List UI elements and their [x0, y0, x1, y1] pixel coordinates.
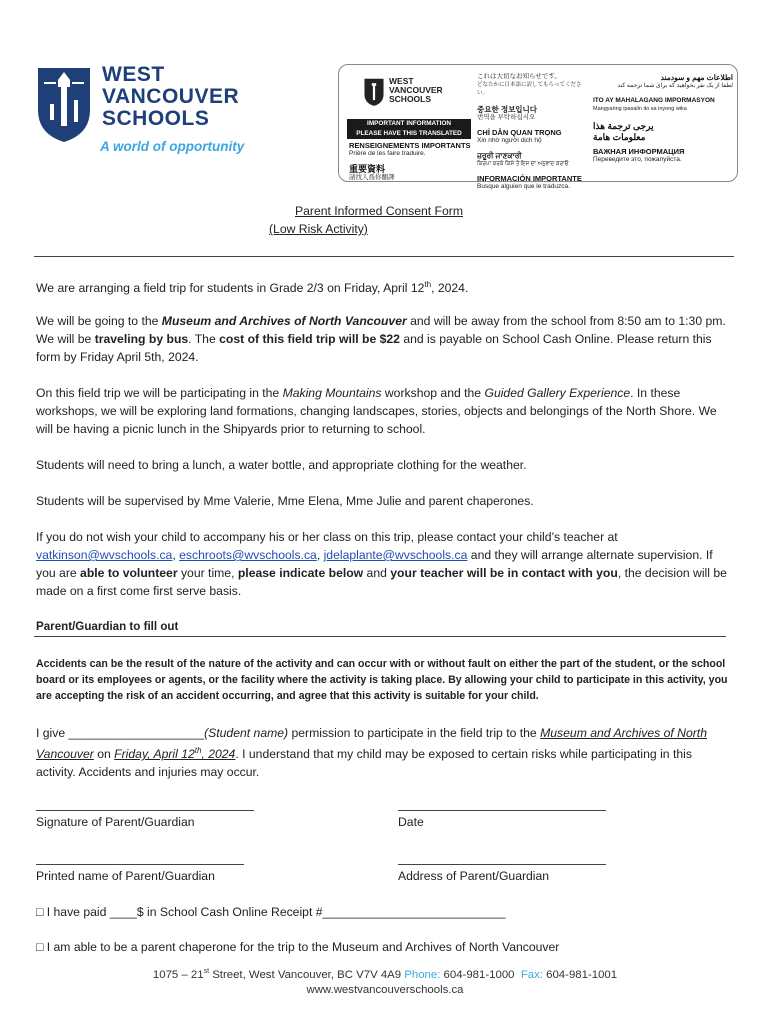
signature-label: Signature of Parent/Guardian: [36, 815, 195, 829]
translation-notice: [338, 64, 738, 190]
notice-banner-line-1: IMPORTANT INFORMATION: [367, 120, 451, 127]
p2-cost: cost of this field trip will be $22: [219, 332, 400, 346]
printed-name-label: Printed name of Parent/Guardian: [36, 869, 215, 883]
p2-museum: Museum and Archives of North Vancouver: [161, 314, 407, 328]
notice-korean-sub: 번역을 부탁하십시오: [477, 114, 536, 121]
p6-teacher: your teacher will be in contact with you: [390, 566, 618, 580]
email-link-1[interactable]: vatkinson@wvschools.ca: [36, 548, 173, 562]
notice-logo-line-1: WEST: [389, 76, 414, 86]
notice-french-title: RENSEIGNEMENTS IMPORTANTS: [349, 141, 471, 150]
address-label: Address of Parent/Guardian: [398, 869, 550, 883]
footer-address-a: 1075 – 21: [152, 968, 204, 981]
signature-line[interactable]: [36, 810, 254, 811]
p1-text-end: , 2024.: [431, 281, 469, 296]
paragraph-details: [36, 312, 730, 366]
waiver-text: Accidents can be the result of the nature of the activity and can occur with or without fault on either the part of the student, or the school board or its employees or agents, or the facility where the activity is taking place. By allowing your child to participate in this activity, you are accepting the risk of an accident occurring, and agree that this activity is suitable for your child.: [36, 658, 728, 702]
footer-address-sup: st: [203, 968, 210, 975]
give-date-sup: th: [194, 746, 202, 755]
p6-text: If you do not wish your child to accompany his or her class on this trip, please contact your child’s teacher at: [36, 530, 618, 544]
p6-text-d: and: [363, 566, 391, 580]
date-line[interactable]: [398, 810, 606, 811]
p6-volunteer: able to volunteer: [80, 566, 178, 580]
logo-line-3: SCHOOLS: [102, 107, 210, 130]
notice-chinese-title: 重要資料: [349, 164, 386, 174]
give-text-c: on: [93, 747, 115, 762]
notice-col-2: [477, 73, 589, 191]
logo-line-2: VANCOUVER: [102, 85, 240, 108]
p2-text-b: and will be away from the school from 8:50 am to 1:30 pm. We will be: [36, 314, 726, 346]
footer-phone: 604-981-1000: [443, 968, 515, 981]
notice-vietnamese-title: CHỈ DẪN QUAN TRỌNG: [477, 128, 562, 137]
footer-website[interactable]: www.westvancouverschools.ca: [306, 984, 464, 996]
notice-korean-title: 중요한 정보입니다: [477, 105, 538, 114]
title-divider: [34, 256, 734, 257]
email-link-2[interactable]: eschroots@wvschools.ca: [179, 548, 317, 562]
footer-fax-label: Fax:: [514, 968, 547, 981]
p3-text-b: workshop and the: [381, 386, 485, 400]
form-subtitle: (Low Risk Activity): [269, 222, 368, 236]
notice-vietnamese-sub: Xin nhờ người dịch hộ: [477, 137, 542, 144]
notice-farsi-sub: لطفا از یک نفر بخواهید که برای شما ترجمه کند: [617, 83, 733, 89]
notice-french-sub: Prière de les faire traduire.: [349, 150, 426, 157]
notice-farsi-title: اطلاعات مهم و سودمند: [660, 73, 733, 82]
address-line[interactable]: [398, 864, 606, 865]
p6-text-c: your time,: [177, 566, 238, 580]
guardian-divider: [34, 636, 726, 637]
notice-spanish-title: INFORMACIÓN IMPORTANTE: [477, 174, 582, 183]
give-museum: Museum and Archives of North Vancouver: [36, 726, 707, 762]
lighthouse-shield-icon: [363, 77, 385, 107]
paid-checkbox-line[interactable]: □ I have paid ____$ in School Cash Online Receipt #___________________________: [36, 905, 506, 919]
p3-making-mountains: Making Mountains: [282, 386, 382, 400]
p3-text-c: . In these workshops, we will be exploring land formations, changing landscapes, stories, objects and belongings of the North Shore. We will be having a picnic lunch in the Shipyards prior to returning to school.: [36, 386, 717, 436]
paragraph-date: [36, 276, 730, 297]
notice-punjabi-sub: ਕਿਰਪਾ ਕਰਕੇ ਕਿਸੇ ਤੋਂ ਇਸ ਦਾ ਅਨੁਵਾਦ ਕਰਾਓ: [477, 161, 569, 167]
p2-text-d: and is payable on School Cash Online. Please return this form by Friday April 5th, 2024.: [36, 332, 712, 364]
notice-punjabi-title: ਜ਼ਰੂਰੀ ਜਾਣਕਾਰੀ: [477, 151, 522, 160]
guardian-heading: Parent/Guardian to fill out: [36, 620, 179, 633]
footer-address: [0, 964, 770, 983]
notice-tagalog-sub: Mangyaring ipasalin ito sa inyong wika: [593, 106, 687, 112]
printed-name-line[interactable]: [36, 864, 244, 865]
p6-sep-1: ,: [172, 548, 180, 562]
logo-line-1: WEST: [102, 63, 165, 86]
notice-japanese-sub: どなたかに日本語に訳してもらってください。: [477, 82, 582, 96]
paragraph-contact: [36, 528, 730, 600]
p2-text-c: . The: [188, 332, 220, 346]
chaperone-checkbox-line[interactable]: □ I am able to be a parent chaperone for the trip to the Museum and Archives of North Vancouver: [36, 940, 560, 954]
notice-russian-title: ВАЖНАЯ ИНФОРМАЦИЯ: [593, 147, 685, 156]
paragraph-supervised: Students will be supervised by Mme Valerie, Mme Elena, Mme Julie and parent chaperones.: [36, 494, 534, 508]
notice-logo-line-3: SCHOOLS: [389, 94, 432, 104]
notice-chinese-sub: 請找人爲你翻譯: [349, 174, 395, 181]
notice-banner: [347, 119, 471, 139]
notice-japanese-title: これは大切なお知らせです。: [477, 73, 561, 80]
p3-text: On this field trip we will be participating in the: [36, 386, 283, 400]
give-text: I give ____________________: [36, 726, 205, 740]
p6-sep-2: ,: [316, 548, 324, 562]
give-date: [114, 747, 235, 761]
footer-fax: 604-981-1001: [546, 968, 618, 981]
footer-phone-label: Phone:: [404, 968, 444, 981]
notice-tagalog-title: ITO AY MAHALAGANG IMPORMASYON: [593, 97, 715, 104]
p1-text: We are arranging a field trip for students in Grade 2/3 on Friday, April 12: [36, 281, 425, 296]
p6-text-b: and they will arrange alternate supervision. If you are: [36, 548, 713, 580]
give-date-a: Friday, April 12: [114, 747, 195, 762]
p1-sup: th: [424, 280, 432, 289]
logo-tagline: A world of opportunity: [100, 139, 245, 154]
notice-banner-line-2: PLEASE HAVE THIS TRANSLATED: [356, 130, 462, 137]
notice-spanish-sub: Busque alguien que le traduzca.: [477, 183, 570, 190]
permission-statement: [36, 724, 730, 781]
p3-guided-gallery: Guided Gallery Experience: [484, 386, 631, 400]
give-text-d: . I understand that my child may be exposed to certain risks while participating in this activity. Accidents and injuries may occur.: [36, 747, 692, 780]
p2-text: We will be going to the: [36, 314, 162, 328]
notice-russian-sub: Переведите это, пожалуйста.: [593, 156, 682, 163]
paragraph-workshops: [36, 384, 730, 438]
paragraph-bring: Students will need to bring a lunch, a water bottle, and appropriate clothing for the weather.: [36, 458, 527, 472]
p6-indicate: please indicate below: [237, 566, 364, 580]
p2-bus: traveling by bus: [94, 332, 189, 346]
notice-arabic-title: يرجى ترجمة هذا معلومات هامة: [593, 121, 654, 142]
p6-text-e: , the decision will be made on a first come first serve basis.: [36, 566, 727, 598]
give-text-b: permission to participate in the field trip to the: [288, 726, 541, 740]
form-title: Parent Informed Consent Form: [295, 204, 463, 218]
notice-logo-line-2: VANCOUVER: [389, 85, 443, 95]
date-label: Date: [398, 815, 424, 829]
give-date-b: , 2024: [201, 747, 236, 762]
email-link-3[interactable]: jdelaplante@wvschools.ca: [323, 548, 468, 562]
give-student-name: (Student name): [204, 726, 289, 740]
school-logo: [34, 64, 254, 160]
footer-address-b: Street, West Vancouver, BC V7V 4A9: [209, 968, 405, 981]
notice-col-3: [593, 73, 733, 164]
lighthouse-shield-icon: [34, 64, 94, 144]
notice-col-1: [349, 141, 473, 182]
notice-logo: [363, 75, 473, 115]
